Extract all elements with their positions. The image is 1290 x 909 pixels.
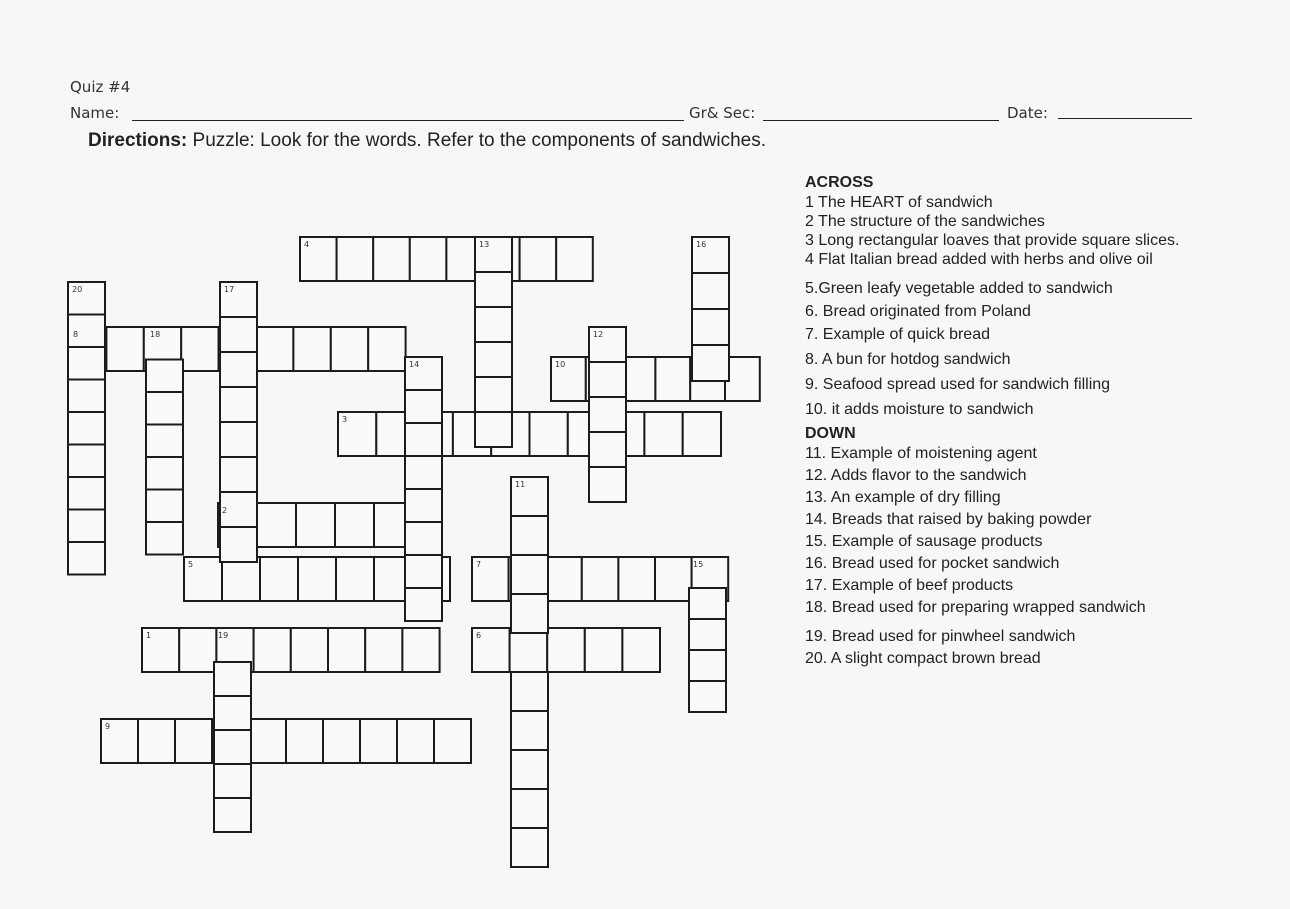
clue-number: 15 — [693, 560, 704, 569]
crossword-cell[interactable] — [257, 503, 296, 547]
crossword-cell[interactable] — [589, 397, 626, 432]
down-clue: 15. Example of sausage products — [805, 533, 1043, 550]
down-clue: 20. A slight compact brown bread — [805, 650, 1041, 667]
crossword-cell[interactable] — [68, 380, 105, 413]
clue-number: 7 — [476, 560, 482, 569]
crossword-cell[interactable] — [402, 628, 439, 672]
crossword-cell[interactable] — [511, 672, 548, 711]
crossword-cell[interactable] — [331, 327, 368, 371]
crossword-cell[interactable] — [220, 457, 257, 492]
crossword-cell[interactable] — [689, 619, 726, 650]
crossword-cell[interactable] — [254, 628, 291, 672]
clue-number: 18 — [150, 330, 161, 339]
crossword-cell[interactable] — [405, 522, 442, 555]
down-clue: 18. Bread used for preparing wrapped sandwich — [805, 599, 1146, 616]
crossword-cell[interactable] — [689, 650, 726, 681]
clue-number: 9 — [105, 722, 111, 731]
crossword-cell[interactable] — [68, 477, 105, 510]
across-clue: 7. Example of quick bread — [805, 326, 990, 343]
down-clue: 17. Example of beef products — [805, 577, 1014, 594]
across-clue: 1 The HEART of sandwich — [805, 194, 993, 211]
crossword-cell[interactable] — [405, 423, 442, 456]
clue-number: 14 — [409, 360, 420, 369]
crossword-cell[interactable] — [405, 555, 442, 588]
directions-text: Puzzle: Look for the words. Refer to the components of sandwiches. — [192, 130, 767, 151]
quiz-title: Quiz #4 — [70, 78, 131, 96]
down-clue-list — [805, 444, 1275, 668]
clue-number: 12 — [593, 330, 604, 339]
across-clue: 5.Green leafy vegetable added to sandwich — [805, 280, 1113, 297]
across-clue: 8. A bun for hotdog sandwich — [805, 351, 1011, 368]
crossword-cell[interactable] — [511, 711, 548, 750]
clue-number: 5 — [188, 560, 194, 569]
down-clue: 13. An example of dry filling — [805, 489, 1001, 506]
crossword-cell[interactable] — [181, 327, 218, 371]
crossword-cell[interactable] — [511, 594, 548, 633]
crossword-cell[interactable] — [511, 516, 548, 555]
crossword-cell[interactable] — [683, 412, 721, 456]
crossword-cell[interactable] — [335, 503, 374, 547]
crossword-cell[interactable] — [146, 425, 183, 458]
crossword-cell[interactable] — [511, 828, 548, 867]
crossword-cell[interactable] — [175, 719, 212, 763]
crossword-cell[interactable] — [68, 510, 105, 543]
crossword-cell[interactable] — [655, 557, 692, 601]
crossword-cell[interactable] — [589, 432, 626, 467]
across-clue: 4 Flat Italian bread added with herbs and olive oil — [805, 251, 1153, 268]
crossword-cell[interactable] — [520, 237, 557, 281]
crossword-cell[interactable] — [511, 750, 548, 789]
crossword-cell[interactable] — [689, 681, 726, 712]
name-label: Name: — [70, 104, 120, 122]
across-heading: ACROSS — [805, 174, 874, 191]
crossword-cell[interactable] — [692, 309, 729, 345]
crossword-cell[interactable] — [475, 272, 512, 307]
across-clue: 9. Seafood spread used for sandwich filling — [805, 376, 1111, 393]
clue-number: 8 — [73, 330, 79, 339]
crossword-cell[interactable] — [373, 237, 410, 281]
clues-panel — [805, 172, 1275, 668]
across-clue-list — [805, 193, 1275, 419]
crossword-cell[interactable] — [179, 628, 216, 672]
crossword-cell[interactable] — [220, 317, 257, 352]
clue-number: 6 — [476, 631, 482, 640]
crossword-cell[interactable] — [475, 342, 512, 377]
crossword-cell[interactable] — [68, 542, 105, 575]
crossword-cell[interactable] — [397, 719, 434, 763]
crossword-cell[interactable] — [618, 557, 655, 601]
crossword-cell[interactable] — [220, 527, 257, 562]
crossword-cell[interactable] — [410, 237, 447, 281]
down-clue: 19. Bread used for pinwheel sandwich — [805, 628, 1076, 645]
across-clue: 2 The structure of the sandwiches — [805, 213, 1045, 230]
crossword-cell[interactable] — [511, 789, 548, 828]
crossword-cell[interactable] — [214, 764, 251, 798]
crossword-cell[interactable] — [337, 237, 374, 281]
crossword-cell[interactable] — [336, 557, 374, 601]
crossword-cell[interactable] — [260, 557, 298, 601]
crossword-cell[interactable] — [286, 719, 323, 763]
crossword-cell[interactable] — [475, 377, 512, 412]
crossword-cell[interactable] — [545, 557, 582, 601]
crossword-cell[interactable] — [582, 557, 619, 601]
crossword-cell[interactable] — [214, 662, 251, 696]
crossword-cell[interactable] — [293, 327, 330, 371]
crossword-cell[interactable] — [296, 503, 335, 547]
clue-number: 10 — [555, 360, 566, 369]
crossword-cell[interactable] — [510, 628, 548, 672]
crossword-cell[interactable] — [434, 719, 471, 763]
clue-number: 20 — [72, 285, 83, 294]
crossword-cell[interactable] — [368, 327, 405, 371]
crossword-cell[interactable] — [556, 237, 593, 281]
crossword-cell[interactable] — [475, 307, 512, 342]
crossword-cell[interactable] — [405, 390, 442, 423]
crossword-cell[interactable] — [214, 696, 251, 730]
crossword-cell[interactable] — [689, 588, 726, 619]
crossword-cell[interactable] — [405, 456, 442, 489]
crossword-cell[interactable] — [146, 360, 183, 393]
crossword-cell[interactable] — [585, 628, 623, 672]
clue-number: 1 — [146, 631, 152, 640]
crossword-cell[interactable] — [622, 628, 660, 672]
clue-number: 4 — [304, 240, 310, 249]
crossword-cell[interactable] — [323, 719, 360, 763]
directions-label: Directions: — [88, 130, 188, 151]
clue-number: 11 — [515, 480, 526, 489]
crossword-cell[interactable] — [106, 327, 143, 371]
crossword-cell[interactable] — [530, 412, 568, 456]
across-clue: 3 Long rectangular loaves that provide square slices. — [805, 232, 1180, 249]
across-clue: 6. Bread originated from Poland — [805, 303, 1031, 320]
crossword-cell[interactable] — [405, 588, 442, 621]
crossword-cell[interactable] — [328, 628, 365, 672]
crossword-cell[interactable] — [511, 555, 548, 594]
crossword-cell[interactable] — [68, 445, 105, 478]
crossword-cell[interactable] — [298, 557, 336, 601]
crossword-cell[interactable] — [220, 387, 257, 422]
crossword-cell[interactable] — [291, 628, 328, 672]
clue-number: 2 — [222, 506, 228, 515]
down-clue: 16. Bread used for pocket sandwich — [805, 555, 1060, 572]
down-clue: 14. Breads that raised by baking powder — [805, 511, 1092, 528]
clue-number: 16 — [696, 240, 707, 249]
crossword-cell[interactable] — [222, 557, 260, 601]
crossword-cell[interactable] — [146, 522, 183, 555]
crossword-cell[interactable] — [589, 467, 626, 502]
crossword-cell[interactable] — [547, 628, 585, 672]
crossword-cell[interactable] — [220, 352, 257, 387]
clue-number: 19 — [218, 631, 229, 640]
crossword-cell[interactable] — [725, 357, 760, 401]
clue-number: 3 — [342, 415, 348, 424]
crossword-cell[interactable] — [589, 362, 626, 397]
clue-number: 13 — [479, 240, 490, 249]
date-field[interactable] — [1058, 118, 1192, 119]
crossword-cell[interactable] — [214, 798, 251, 832]
crossword-cell[interactable] — [475, 412, 512, 447]
crossword-cell[interactable] — [220, 422, 257, 457]
clue-number: 17 — [224, 285, 235, 294]
crossword-cell[interactable] — [249, 719, 286, 763]
down-clue: 11. Example of moistening agent — [805, 445, 1037, 462]
across-clue: 10. it adds moisture to sandwich — [805, 401, 1034, 418]
crossword-cell[interactable] — [692, 345, 729, 381]
crossword-cell[interactable] — [655, 357, 690, 401]
crossword-cell[interactable] — [365, 628, 402, 672]
down-clue: 12. Adds flavor to the sandwich — [805, 467, 1027, 484]
crossword-cell[interactable] — [138, 719, 175, 763]
crossword-cell[interactable] — [644, 412, 682, 456]
crossword-cell[interactable] — [146, 490, 183, 523]
crossword-cell[interactable] — [360, 719, 397, 763]
date-label: Date: — [1007, 104, 1048, 122]
crossword-cell[interactable] — [68, 347, 105, 380]
crossword-cell[interactable] — [405, 489, 442, 522]
crossword-cell[interactable] — [214, 730, 251, 764]
down-heading: DOWN — [805, 425, 856, 442]
crossword-cell[interactable] — [146, 457, 183, 490]
crossword-cell[interactable] — [692, 273, 729, 309]
section-label: Gr& Sec: — [689, 104, 756, 122]
crossword-cell[interactable] — [68, 412, 105, 445]
crossword-cell[interactable] — [256, 327, 293, 371]
crossword-cell[interactable] — [146, 392, 183, 425]
